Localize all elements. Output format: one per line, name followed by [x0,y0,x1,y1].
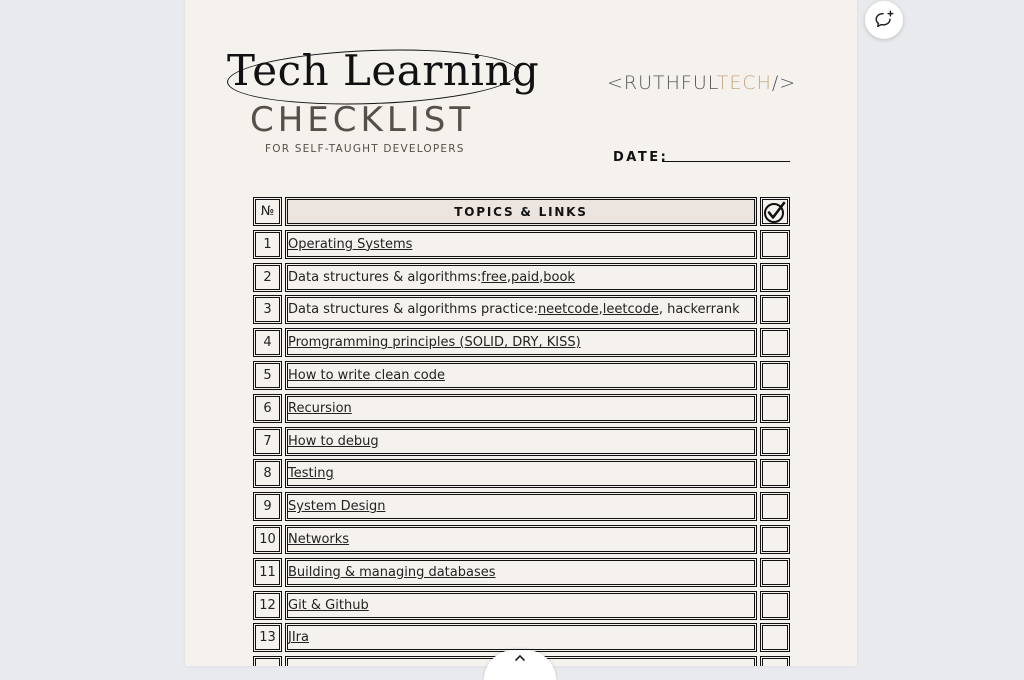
header-number-cell: № [253,197,282,226]
row-checkbox[interactable] [760,361,790,390]
row-topic [285,459,757,488]
row-number: 8 [253,459,282,488]
row-checkbox[interactable] [760,558,790,587]
row-number: 7 [253,427,282,456]
topic-text: , [539,269,544,285]
row-checkbox[interactable] [760,459,790,488]
topic-link[interactable]: book [543,269,575,285]
row-topic [285,591,757,620]
row-topic [285,492,757,521]
row-number: 5 [253,361,282,390]
row-checkbox[interactable] [760,656,790,666]
row-number: 9 [253,492,282,521]
topic-link[interactable]: neetcode [537,302,599,318]
topic-link[interactable]: JIra [288,630,309,646]
subtitle: FOR SELF-TAUGHT DEVELOPERS [265,143,465,155]
topic-text: Data structures & algorithms: [288,269,482,285]
add-comment-button[interactable] [865,1,903,39]
row-topic [285,230,757,259]
row-checkbox[interactable] [760,427,790,456]
row-checkbox[interactable] [760,230,790,259]
date-label: DATE: [613,150,669,165]
row-topic [285,263,757,292]
title-main: CHECKLIST [250,100,475,140]
topic-link[interactable]: Recursion [288,400,352,416]
header-check-cell [760,197,790,226]
topic-link[interactable]: System Design [288,499,386,515]
row-number: 13 [253,623,282,652]
row-topic [285,328,757,357]
row-checkbox[interactable] [760,263,790,292]
row-checkbox[interactable] [760,492,790,521]
brand-logo: <RUTHFULTECH/> [607,72,797,94]
topic-link[interactable]: Testing [288,466,334,482]
checkmark-circle-icon [763,200,787,224]
row-number: 2 [253,263,282,292]
topic-link[interactable]: How to debug [288,433,379,449]
header-topics-cell: TOPICS & LINKS [285,197,757,226]
row-number [253,656,282,666]
row-checkbox[interactable] [760,328,790,357]
topic-text: Data structures & algorithms practice: [288,302,538,318]
topic-link[interactable]: Networks [288,532,350,547]
topic-text: , hackerrank [658,302,740,318]
row-number: 12 [253,591,282,620]
date-field-line[interactable] [662,161,790,162]
row-checkbox[interactable] [760,394,790,423]
row-checkbox[interactable] [760,525,790,554]
row-topic [285,361,757,390]
topic-link[interactable]: How to write clean code [288,368,445,383]
row-topic [285,427,757,456]
chevron-up-icon [514,654,526,662]
row-number: 1 [253,230,282,259]
topic-text: , [598,302,603,318]
topic-link[interactable]: free [481,269,507,285]
row-checkbox[interactable] [760,591,790,620]
document-page [185,0,857,666]
topic-link[interactable]: Promgramming principles (SOLID, DRY, KISS) [288,335,581,351]
topic-link[interactable]: Building & managing databases [288,564,496,580]
row-topic [285,558,757,587]
row-number: 10 [253,525,282,554]
row-number: 3 [253,295,282,324]
row-topic [285,394,757,423]
add-comment-icon [873,9,895,31]
row-number: 4 [253,328,282,357]
row-number: 6 [253,394,282,423]
topic-link[interactable]: paid [511,269,540,285]
row-topic [285,623,757,652]
row-number: 11 [253,558,282,587]
topic-link[interactable]: Git & Github [288,597,369,613]
title-script: Tech Learning [227,46,540,95]
row-checkbox[interactable] [760,295,790,324]
topic-link[interactable]: leetcode [602,302,659,318]
row-topic [285,525,757,554]
topic-link[interactable]: Operating Systems [288,236,413,252]
row-checkbox[interactable] [760,623,790,652]
row-topic [285,295,757,324]
topic-text: , [506,269,512,285]
